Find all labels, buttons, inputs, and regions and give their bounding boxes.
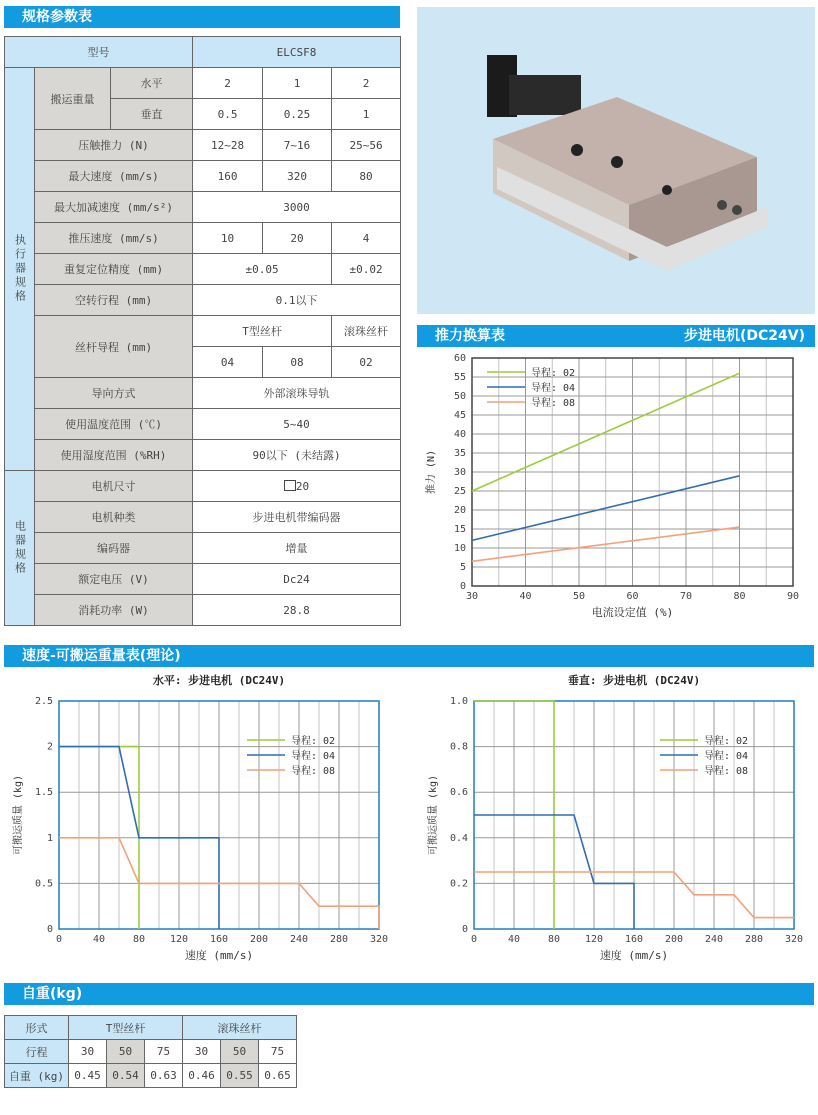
cell: 0.46 bbox=[183, 1064, 221, 1088]
cell: 160 bbox=[193, 161, 263, 192]
x-tick-label: 160 bbox=[624, 934, 644, 945]
product-photo bbox=[417, 7, 815, 314]
x-axis-label: 速度 (mm/s) bbox=[599, 949, 669, 962]
legend-label: 导程: 02 bbox=[291, 736, 336, 747]
square-icon bbox=[284, 480, 296, 491]
cell: 0.1以下 bbox=[193, 285, 401, 316]
cell: 12~28 bbox=[193, 130, 263, 161]
legend-label: 导程: 02 bbox=[531, 368, 576, 379]
x-axis-label: 速度 (mm/s) bbox=[184, 949, 254, 962]
spec-section-title: 规格参数表 bbox=[4, 6, 400, 28]
legend-label: 导程: 04 bbox=[531, 383, 576, 394]
cell: 0.45 bbox=[69, 1064, 107, 1088]
row-label: 编码器 bbox=[35, 533, 193, 564]
x-tick-label: 320 bbox=[784, 934, 804, 945]
cell: 外部滚珠导轨 bbox=[193, 378, 401, 409]
y-tick-label: 2.5 bbox=[34, 696, 53, 707]
thrust-motor: 步进电机(DC24V) bbox=[683, 328, 805, 344]
legend-label: 导程: 04 bbox=[291, 751, 336, 762]
row-label: 电机种类 bbox=[35, 502, 193, 533]
x-tick-label: 80 bbox=[132, 934, 146, 945]
cell: 增量 bbox=[193, 533, 401, 564]
x-tick-label: 240 bbox=[704, 934, 724, 945]
y-tick-label: 0.2 bbox=[449, 878, 468, 890]
cell: 1 bbox=[263, 68, 332, 99]
y-tick-label: 2 bbox=[46, 741, 53, 753]
y-tick-label: 1 bbox=[46, 832, 53, 844]
x-tick-label: 280 bbox=[744, 934, 764, 945]
cell: 2 bbox=[332, 68, 401, 99]
y-tick-label: 40 bbox=[453, 429, 466, 440]
screw-label: 丝杆导程 (mm) bbox=[35, 316, 193, 378]
motor-size-cell bbox=[193, 471, 401, 502]
y-tick-label: 0.8 bbox=[449, 741, 468, 753]
row-label: 空转行程 (mm) bbox=[35, 285, 193, 316]
cell: 5~40 bbox=[193, 409, 401, 440]
row-label: 重复定位精度 (mm) bbox=[35, 254, 193, 285]
thrust-section-bar bbox=[417, 325, 815, 347]
cell: ±0.02 bbox=[332, 254, 401, 285]
y-tick-label: 50 bbox=[453, 391, 466, 402]
x-tick-label: 50 bbox=[572, 591, 586, 602]
legend-label: 导程: 02 bbox=[704, 736, 749, 747]
form-label: 形式 bbox=[5, 1016, 69, 1040]
y-tick-label: 45 bbox=[453, 410, 466, 421]
ball-screw-label: 滚珠丝杆 bbox=[183, 1016, 297, 1040]
y-tick-label: 1.0 bbox=[449, 696, 468, 707]
cell: 2 bbox=[193, 68, 263, 99]
legend-label: 导程: 08 bbox=[704, 766, 749, 777]
cell: 0.54 bbox=[107, 1064, 145, 1088]
spec-table bbox=[4, 36, 401, 626]
x-tick-label: 70 bbox=[679, 591, 693, 602]
x-tick-label: 40 bbox=[519, 591, 532, 602]
row-label: 最大速度 (mm/s) bbox=[35, 161, 193, 192]
cell: 320 bbox=[263, 161, 332, 192]
cell: 7~16 bbox=[263, 130, 332, 161]
x-tick-label: 40 bbox=[507, 934, 521, 945]
cell: 20 bbox=[263, 223, 332, 254]
cell: 90以下 (未结露) bbox=[193, 440, 401, 471]
y-axis-label: 可搬运质量 (kg) bbox=[428, 774, 439, 856]
cell: 30 bbox=[183, 1040, 221, 1064]
chart-title: 垂直: 步进电机 (DC24V) bbox=[567, 674, 701, 687]
y-tick-label: 5 bbox=[459, 562, 466, 573]
ball-screw-label: 滚珠丝杆 bbox=[332, 316, 401, 347]
x-tick-label: 240 bbox=[289, 934, 309, 945]
x-tick-label: 30 bbox=[465, 591, 479, 602]
t-screw-label: T型丝杆 bbox=[193, 316, 332, 347]
y-tick-label: 0.4 bbox=[449, 832, 468, 844]
row-label: 使用湿度范围 (%RH) bbox=[35, 440, 193, 471]
chart-title: 水平: 步进电机 (DC24V) bbox=[152, 674, 286, 687]
x-tick-label: 40 bbox=[92, 934, 106, 945]
y-tick-label: 0 bbox=[459, 581, 466, 592]
y-tick-label: 30 bbox=[453, 467, 466, 478]
y-tick-label: 0.5 bbox=[34, 878, 53, 890]
cell: 80 bbox=[332, 161, 401, 192]
stroke-label: 行程 bbox=[5, 1040, 69, 1064]
y-axis-label: 可搬运质量 (kg) bbox=[13, 774, 24, 856]
y-tick-label: 10 bbox=[453, 543, 466, 554]
y-tick-label: 1.5 bbox=[34, 787, 53, 799]
cell: 3000 bbox=[193, 192, 401, 223]
cell: Dc24 bbox=[193, 564, 401, 595]
cell: 步进电机带编码器 bbox=[193, 502, 401, 533]
model-value: ELCSF8 bbox=[193, 37, 401, 68]
x-axis-label: 电流设定值 (%) bbox=[591, 606, 674, 619]
speed-section-title: 速度-可搬运重量表(理论) bbox=[4, 645, 814, 667]
y-tick-label: 60 bbox=[453, 353, 466, 364]
x-tick-label: 90 bbox=[786, 591, 800, 602]
x-tick-label: 80 bbox=[547, 934, 561, 945]
x-tick-label: 200 bbox=[249, 934, 269, 945]
y-axis-label: 推力 (N) bbox=[426, 449, 437, 495]
row-label: 电机尺寸 bbox=[35, 471, 193, 502]
payload-label: 搬运重量 bbox=[35, 68, 111, 130]
x-tick-label: 120 bbox=[584, 934, 604, 945]
cell: 0.63 bbox=[145, 1064, 183, 1088]
legend-label: 导程: 08 bbox=[291, 766, 336, 777]
y-tick-label: 0.6 bbox=[449, 787, 468, 799]
cell: 25~56 bbox=[332, 130, 401, 161]
vertical-label: 垂直 bbox=[111, 99, 193, 130]
y-tick-label: 55 bbox=[453, 372, 466, 383]
y-tick-label: 0 bbox=[461, 924, 468, 935]
cell: 30 bbox=[69, 1040, 107, 1064]
row-label: 使用温度范围 (℃) bbox=[35, 409, 193, 440]
x-tick-label: 60 bbox=[626, 591, 639, 602]
row-label: 消耗功率 (W) bbox=[35, 595, 193, 626]
cell: 0.25 bbox=[263, 99, 332, 130]
cell: 08 bbox=[263, 347, 332, 378]
cell: 28.8 bbox=[193, 595, 401, 626]
cell: 75 bbox=[259, 1040, 297, 1064]
y-tick-label: 20 bbox=[453, 505, 466, 516]
x-tick-label: 0 bbox=[55, 934, 63, 945]
horizontal-label: 水平 bbox=[111, 68, 193, 99]
cell: 1 bbox=[332, 99, 401, 130]
cell: 75 bbox=[145, 1040, 183, 1064]
weight-section-title: 自重(kg) bbox=[4, 983, 814, 1005]
x-tick-label: 320 bbox=[369, 934, 389, 945]
thrust-title: 推力换算表 bbox=[435, 328, 505, 344]
y-tick-label: 15 bbox=[453, 524, 466, 535]
cell: 50 bbox=[107, 1040, 145, 1064]
legend-label: 导程: 08 bbox=[531, 398, 576, 409]
horizontal-speed-chart bbox=[4, 668, 404, 973]
cell: 50 bbox=[221, 1040, 259, 1064]
model-label: 型号 bbox=[5, 37, 193, 68]
cell: 0.5 bbox=[193, 99, 263, 130]
x-tick-label: 280 bbox=[329, 934, 349, 945]
x-tick-label: 0 bbox=[470, 934, 478, 945]
row-label: 最大加减速度 (mm/s²) bbox=[35, 192, 193, 223]
thrust-chart bbox=[417, 348, 815, 620]
cell: ±0.05 bbox=[193, 254, 332, 285]
cell: 02 bbox=[332, 347, 401, 378]
cell: 04 bbox=[193, 347, 263, 378]
cell: 10 bbox=[193, 223, 263, 254]
y-tick-label: 25 bbox=[453, 486, 466, 497]
y-tick-label: 0 bbox=[46, 924, 53, 935]
row-label: 额定电压 (V) bbox=[35, 564, 193, 595]
x-tick-label: 200 bbox=[664, 934, 684, 945]
row-label: 压触推力 (N) bbox=[35, 130, 193, 161]
x-tick-label: 80 bbox=[733, 591, 746, 602]
actuator-group-label: 执行器规格 bbox=[13, 234, 27, 304]
weight-table bbox=[4, 1015, 297, 1088]
cell: 0.55 bbox=[221, 1064, 259, 1088]
cell: 0.65 bbox=[259, 1064, 297, 1088]
vertical-speed-chart bbox=[412, 668, 812, 973]
cell: 4 bbox=[332, 223, 401, 254]
x-tick-label: 120 bbox=[169, 934, 189, 945]
motor-size-value: 20 bbox=[295, 479, 310, 493]
row-label: 推压速度 (mm/s) bbox=[35, 223, 193, 254]
x-tick-label: 160 bbox=[209, 934, 229, 945]
y-tick-label: 35 bbox=[453, 448, 466, 459]
legend-label: 导程: 04 bbox=[704, 751, 749, 762]
motor-group-label: 电器规格 bbox=[13, 520, 27, 576]
weight-label: 自重 (kg) bbox=[5, 1064, 69, 1088]
row-label: 导向方式 bbox=[35, 378, 193, 409]
t-screw-label: T型丝杆 bbox=[69, 1016, 183, 1040]
